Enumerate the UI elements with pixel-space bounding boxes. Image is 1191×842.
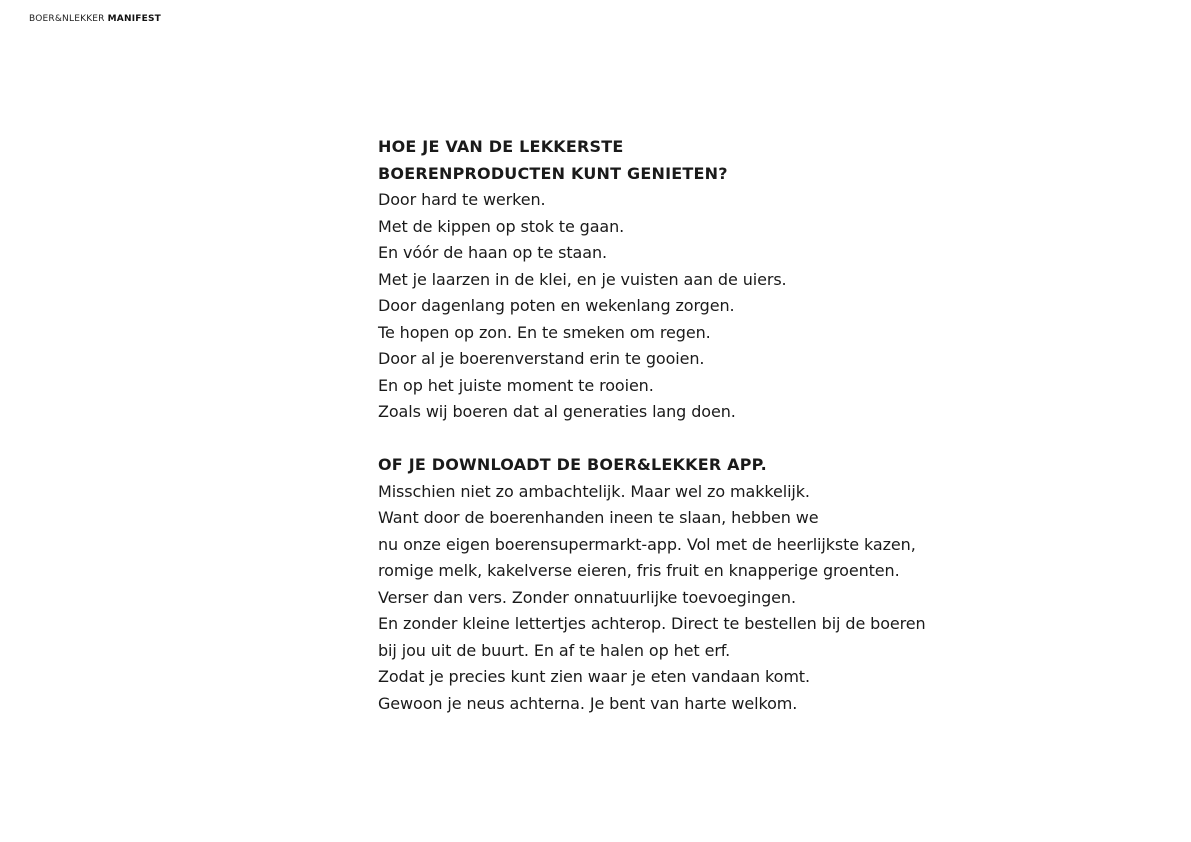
paragraph-line: Door dagenlang poten en wekenlang zorgen.	[378, 296, 735, 315]
paragraph-line: En op het juiste moment te rooien.	[378, 375, 654, 395]
paragraph-line: Misschien niet zo ambachtelijk. Maar wel zo makkelijk.	[378, 481, 810, 501]
brand-name: BOER&NLEKKER	[29, 14, 105, 24]
paragraph-line: Zodat je precies kunt zien waar je eten vandaan komt.	[378, 667, 810, 686]
paragraph-line: romige melk, kakelverse eieren, fris fruit en knapperige groenten.	[378, 561, 900, 580]
document-title: MANIFEST	[107, 14, 161, 24]
paragraph-line: Want door de boerenhanden ineen te slaan, hebben we	[378, 508, 819, 527]
section-one	[378, 134, 958, 426]
paragraph-line: Met de kippen op stok te gaan.	[378, 216, 625, 236]
paragraph-line: En vóór de haan op te staan.	[378, 243, 607, 262]
paragraph-line: Gewoon je neus achterna. Je bent van harte welkom.	[378, 693, 798, 713]
page-header	[29, 13, 161, 25]
paragraph-line: En zonder kleine lettertjes achterop. Direct te bestellen bij de boeren	[378, 614, 926, 633]
paragraph-line: Door al je boerenverstand erin te gooien.	[378, 349, 705, 368]
section-one-heading-line-2: BOERENPRODUCTEN KUNT GENIETEN?	[378, 163, 728, 183]
section-two-heading: OF JE DOWNLOADT DE BOER&LEKKER APP.	[378, 455, 767, 474]
manifesto-body	[378, 134, 958, 717]
paragraph-line: nu onze eigen boerensupermarkt-app. Vol met de heerlijkste kazen,	[378, 534, 916, 554]
section-two	[378, 452, 958, 717]
paragraph-line: Te hopen op zon. En te smeken om regen.	[378, 322, 711, 342]
paragraph-line: Zoals wij boeren dat al generaties lang doen.	[378, 402, 736, 421]
paragraph-line: Verser dan vers. Zonder onnatuurlijke toevoegingen.	[378, 587, 796, 607]
paragraph-line: bij jou uit de buurt. En af te halen op het erf.	[378, 640, 731, 660]
paragraph-line: Door hard te werken.	[378, 190, 546, 209]
paragraph-line: Met je laarzen in de klei, en je vuisten aan de uiers.	[378, 269, 787, 289]
section-one-heading-line-1: HOE JE VAN DE LEKKERSTE	[378, 137, 624, 156]
section-spacer	[378, 426, 958, 453]
